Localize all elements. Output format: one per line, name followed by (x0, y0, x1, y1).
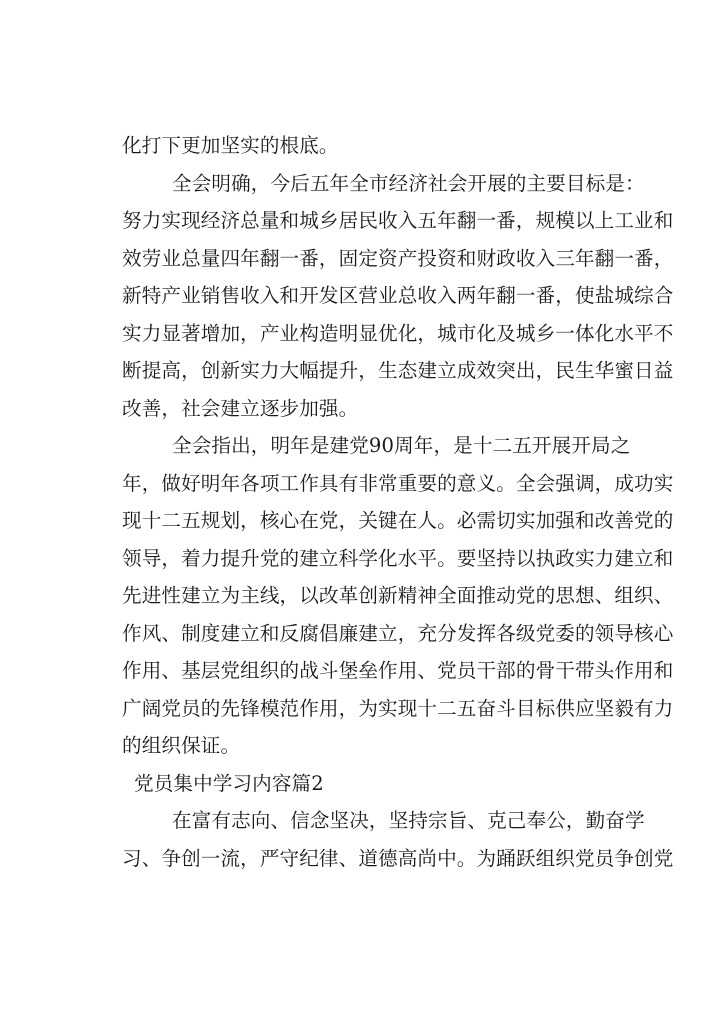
paragraph-line: 努力实现经济总量和城乡居民收入五年翻一番，规模以上工业和 (122, 209, 674, 232)
paragraph-line: 领导，着力提升党的建立科学化水平。要坚持以执政实力建立和 (122, 546, 674, 570)
paragraph-line: 先进性建立为主线，以改革创新精神全面推动党的思想、组织、 (122, 584, 674, 607)
paragraph-line: 作用、基层党组织的战斗堡垒作用、党员干部的骨干带头作用和 (122, 659, 674, 682)
paragraph-line: 全会指出，明年是建党90周年，是十二五开展开局之 (172, 434, 631, 457)
paragraph-line: 广阔党员的先锋模范作用，为实现十二五奋斗目标供应坚毅有力 (122, 696, 674, 720)
paragraph-line: 改善，社会建立逐步加强。 (122, 396, 359, 420)
paragraph-line: 效劳业总量四年翻一番，固定资产投资和财政收入三年翻一番， (122, 246, 674, 270)
paragraph-line: 全会明确，今后五年全市经济社会开展的主要目标是： (172, 171, 645, 195)
paragraph-line: 新特产业销售收入和开发区营业总收入两年翻一番，使盐城综合 (122, 284, 674, 307)
section-heading: 党员集中学习内容篇2 (134, 771, 324, 795)
paragraph-line: 作风、制度建立和反腐倡廉建立，充分发挥各级党委的领导核心 (122, 621, 674, 645)
paragraph-line: 年，做好明年各项工作具有非常重要的意义。全会强调，成功实 (122, 471, 674, 495)
paragraph-line: 断提高，创新实力大幅提升，生态建立成效突出，民生华蜜日益 (122, 359, 674, 382)
paragraph-line: 习、争创一流，严守纪律、道德高尚中。为踊跃组织党员争创党 (122, 846, 674, 870)
paragraph-line: 实力显著增加，产业构造明显优化，城市化及城乡一体化水平不 (122, 321, 674, 345)
paragraph-line: 化打下更加坚实的根底。 (122, 134, 339, 157)
document-body (122, 127, 674, 877)
paragraph-line: 现十二五规划，核心在党，关键在人。必需切实加强和改善党的 (122, 509, 674, 532)
paragraph-line: 在富有志向、信念坚决，坚持宗旨、克己奉公，勤奋学 (172, 809, 645, 832)
paragraph-line: 的组织保证。 (122, 734, 241, 757)
